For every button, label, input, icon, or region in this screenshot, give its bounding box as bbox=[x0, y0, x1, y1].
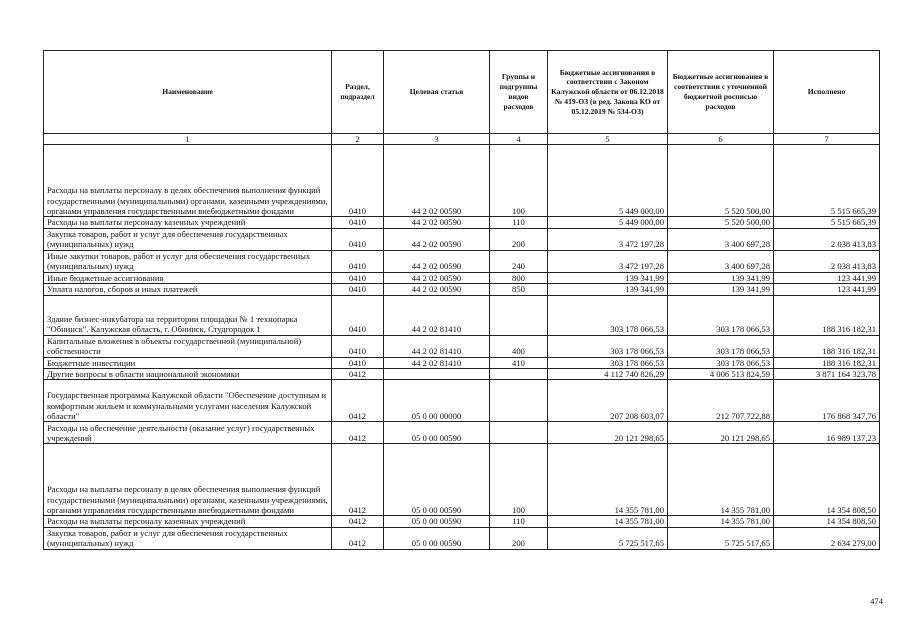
cell-section: 0410 bbox=[332, 145, 384, 217]
cell-executed: 3 871 164 323,78 bbox=[774, 369, 880, 380]
cell-law: 5 449 000,00 bbox=[548, 145, 668, 217]
cell-revised: 303 178 066,53 bbox=[668, 295, 774, 335]
table-row bbox=[44, 295, 880, 335]
cell-group bbox=[490, 422, 548, 444]
cell-target: 05 0 00 00590 bbox=[384, 444, 490, 516]
cell-executed: 5 515 665,39 bbox=[774, 145, 880, 217]
cell-target bbox=[384, 369, 490, 380]
cell-law: 3 472 197,28 bbox=[548, 250, 668, 272]
cell-group: 800 bbox=[490, 272, 548, 283]
cell-target: 44 2 02 00590 bbox=[384, 272, 490, 283]
budget-table-container bbox=[43, 50, 880, 550]
table-body bbox=[44, 145, 880, 549]
cell-section: 0412 bbox=[332, 422, 384, 444]
header-name: Наименование bbox=[44, 51, 332, 134]
cell-executed: 123 441,99 bbox=[774, 272, 880, 283]
cell-executed: 14 354 808,50 bbox=[774, 444, 880, 516]
cell-group bbox=[490, 295, 548, 335]
cell-target: 44 2 02 81410 bbox=[384, 357, 490, 368]
cell-name: Расходы на выплаты персоналу казенных учреждений bbox=[44, 217, 332, 228]
cell-target: 05 0 00 00000 bbox=[384, 380, 490, 422]
cell-executed: 188 316 182,31 bbox=[774, 295, 880, 335]
cell-executed: 2 634 279,00 bbox=[774, 527, 880, 549]
cell-law: 5 449 000,00 bbox=[548, 217, 668, 228]
cell-law: 303 178 066,53 bbox=[548, 295, 668, 335]
cell-group: 410 bbox=[490, 357, 548, 368]
cell-target: 44 2 02 00590 bbox=[384, 217, 490, 228]
cell-target: 44 2 02 81410 bbox=[384, 335, 490, 357]
column-number: 5 bbox=[548, 134, 668, 145]
cell-name: Бюджетные инвестиции bbox=[44, 357, 332, 368]
cell-name: Закупка товаров, работ и услуг для обеспечения государственных (муниципальных) нужд bbox=[44, 527, 332, 549]
budget-table bbox=[43, 50, 880, 550]
cell-name: Иные бюджетные ассигнования bbox=[44, 272, 332, 283]
cell-revised: 5 520 500,00 bbox=[668, 145, 774, 217]
cell-law: 4 112 740 826,29 bbox=[548, 369, 668, 380]
column-number: 4 bbox=[490, 134, 548, 145]
table-row bbox=[44, 217, 880, 228]
cell-revised: 14 355 781,00 bbox=[668, 444, 774, 516]
table-row bbox=[44, 272, 880, 283]
cell-section: 0412 bbox=[332, 527, 384, 549]
cell-law: 303 178 066,53 bbox=[548, 335, 668, 357]
cell-law: 139 341,99 bbox=[548, 272, 668, 283]
cell-group: 100 bbox=[490, 145, 548, 217]
cell-section: 0410 bbox=[332, 217, 384, 228]
cell-section: 0410 bbox=[332, 284, 384, 295]
cell-section: 0412 bbox=[332, 516, 384, 527]
cell-section: 0412 bbox=[332, 380, 384, 422]
cell-section: 0410 bbox=[332, 228, 384, 250]
page-number: 474 bbox=[870, 596, 883, 606]
cell-section: 0410 bbox=[332, 250, 384, 272]
cell-law: 303 178 066,53 bbox=[548, 357, 668, 368]
cell-name: Другие вопросы в области национальной экономики bbox=[44, 369, 332, 380]
cell-executed: 5 515 665,39 bbox=[774, 217, 880, 228]
cell-law: 14 355 781,00 bbox=[548, 516, 668, 527]
cell-law: 207 208 603,07 bbox=[548, 380, 668, 422]
header-revised: Бюджетные ассигнования в соответствии с уточненной бюджетной росписью расходов bbox=[668, 51, 774, 134]
cell-law: 20 121 298,65 bbox=[548, 422, 668, 444]
cell-group bbox=[490, 380, 548, 422]
cell-group bbox=[490, 369, 548, 380]
cell-target: 44 2 02 00590 bbox=[384, 250, 490, 272]
cell-section: 0410 bbox=[332, 295, 384, 335]
table-row bbox=[44, 250, 880, 272]
cell-revised: 139 341,99 bbox=[668, 284, 774, 295]
table-row bbox=[44, 335, 880, 357]
cell-group: 110 bbox=[490, 516, 548, 527]
header-law: Бюджетные ассигнования в соответствии с Законом Калужской области от 06.12.2018 № 419-ОЗ (в ред. Закона КО от 05.12.2019 № 534-ОЗ) bbox=[548, 51, 668, 134]
cell-target: 44 2 02 00590 bbox=[384, 284, 490, 295]
cell-target: 05 0 00 00590 bbox=[384, 527, 490, 549]
column-number: 1 bbox=[44, 134, 332, 145]
header-target: Целевая статья bbox=[384, 51, 490, 134]
cell-name: Расходы на обеспечение деятельности (оказание услуг) государственных учреждений bbox=[44, 422, 332, 444]
cell-revised: 20 121 298,65 bbox=[668, 422, 774, 444]
cell-section: 0412 bbox=[332, 369, 384, 380]
column-number: 3 bbox=[384, 134, 490, 145]
cell-name: Расходы на выплаты персоналу в целях обеспечения выполнения функций государственными (муниципальными) органами, казенными учреждениями, органами управления государственными внебюджетными фондами bbox=[44, 444, 332, 516]
cell-revised: 139 341,99 bbox=[668, 272, 774, 283]
cell-executed: 188 316 182,31 bbox=[774, 335, 880, 357]
cell-executed: 176 868 347,76 bbox=[774, 380, 880, 422]
cell-target: 44 2 02 00590 bbox=[384, 145, 490, 217]
cell-law: 5 725 517,65 bbox=[548, 527, 668, 549]
cell-group: 200 bbox=[490, 527, 548, 549]
cell-revised: 14 355 781,00 bbox=[668, 516, 774, 527]
column-number: 7 bbox=[774, 134, 880, 145]
cell-name: Уплата налогов, сборов и иных платежей bbox=[44, 284, 332, 295]
cell-name: Капитальные вложения в объекты государственной (муниципальной) собственности bbox=[44, 335, 332, 357]
header-section: Раздел, подраздел bbox=[332, 51, 384, 134]
cell-name: Здание бизнес-инкубатора на территории площадки № 1 технопарка "Обнинск". Калужская область, г. Обнинск, Студгородок 1 bbox=[44, 295, 332, 335]
column-number-row bbox=[44, 134, 880, 145]
cell-name: Закупка товаров, работ и услуг для обеспечения государственных (муниципальных) нужд bbox=[44, 228, 332, 250]
cell-executed: 2 038 413,83 bbox=[774, 250, 880, 272]
cell-section: 0412 bbox=[332, 444, 384, 516]
header-groups: Группы и подгруппы видов расходов bbox=[490, 51, 548, 134]
cell-name: Расходы на выплаты персоналу казенных учреждений bbox=[44, 516, 332, 527]
column-number: 2 bbox=[332, 134, 384, 145]
cell-target: 44 2 02 00590 bbox=[384, 228, 490, 250]
cell-revised: 3 400 697,28 bbox=[668, 250, 774, 272]
table-row bbox=[44, 357, 880, 368]
cell-section: 0410 bbox=[332, 357, 384, 368]
cell-target: 44 2 02 81410 bbox=[384, 295, 490, 335]
cell-group: 400 bbox=[490, 335, 548, 357]
table-row bbox=[44, 444, 880, 516]
cell-group: 100 bbox=[490, 444, 548, 516]
cell-revised: 303 178 066,53 bbox=[668, 335, 774, 357]
table-row bbox=[44, 422, 880, 444]
cell-name: Расходы на выплаты персоналу в целях обеспечения выполнения функций государственными (муниципальными) органами, казенными учреждениями, органами управления государственными внебюджетными фондами bbox=[44, 145, 332, 217]
header-executed: Исполнено bbox=[774, 51, 880, 134]
cell-revised: 212 707 722,88 bbox=[668, 380, 774, 422]
cell-name: Государственная программа Калужской области "Обеспечение доступным и комфортным жильем и коммунальными услугами населения Калужской области" bbox=[44, 380, 332, 422]
cell-revised: 3 400 697,28 bbox=[668, 228, 774, 250]
cell-executed: 123 441,99 bbox=[774, 284, 880, 295]
cell-group: 200 bbox=[490, 228, 548, 250]
cell-law: 14 355 781,00 bbox=[548, 444, 668, 516]
cell-executed: 188 316 182,31 bbox=[774, 357, 880, 368]
table-row bbox=[44, 369, 880, 380]
cell-target: 05 0 00 00590 bbox=[384, 516, 490, 527]
cell-revised: 5 725 517,65 bbox=[668, 527, 774, 549]
table-row bbox=[44, 527, 880, 549]
cell-executed: 16 989 137,23 bbox=[774, 422, 880, 444]
table-header-row bbox=[44, 51, 880, 134]
cell-target: 05 0 00 00590 bbox=[384, 422, 490, 444]
cell-law: 139 341,99 bbox=[548, 284, 668, 295]
cell-executed: 14 354 808,50 bbox=[774, 516, 880, 527]
cell-executed: 2 038 413,83 bbox=[774, 228, 880, 250]
table-row bbox=[44, 516, 880, 527]
cell-group: 240 bbox=[490, 250, 548, 272]
table-row bbox=[44, 380, 880, 422]
cell-revised: 303 178 066,53 bbox=[668, 357, 774, 368]
table-row bbox=[44, 145, 880, 217]
cell-name: Иные закупки товаров, работ и услуг для обеспечения государственных (муниципальных) нужд bbox=[44, 250, 332, 272]
table-row bbox=[44, 284, 880, 295]
table-row bbox=[44, 228, 880, 250]
cell-section: 0410 bbox=[332, 335, 384, 357]
column-number: 6 bbox=[668, 134, 774, 145]
cell-group: 110 bbox=[490, 217, 548, 228]
cell-group: 850 bbox=[490, 284, 548, 295]
cell-section: 0410 bbox=[332, 272, 384, 283]
cell-revised: 4 006 513 824,59 bbox=[668, 369, 774, 380]
cell-law: 3 472 197,28 bbox=[548, 228, 668, 250]
cell-revised: 5 520 500,00 bbox=[668, 217, 774, 228]
